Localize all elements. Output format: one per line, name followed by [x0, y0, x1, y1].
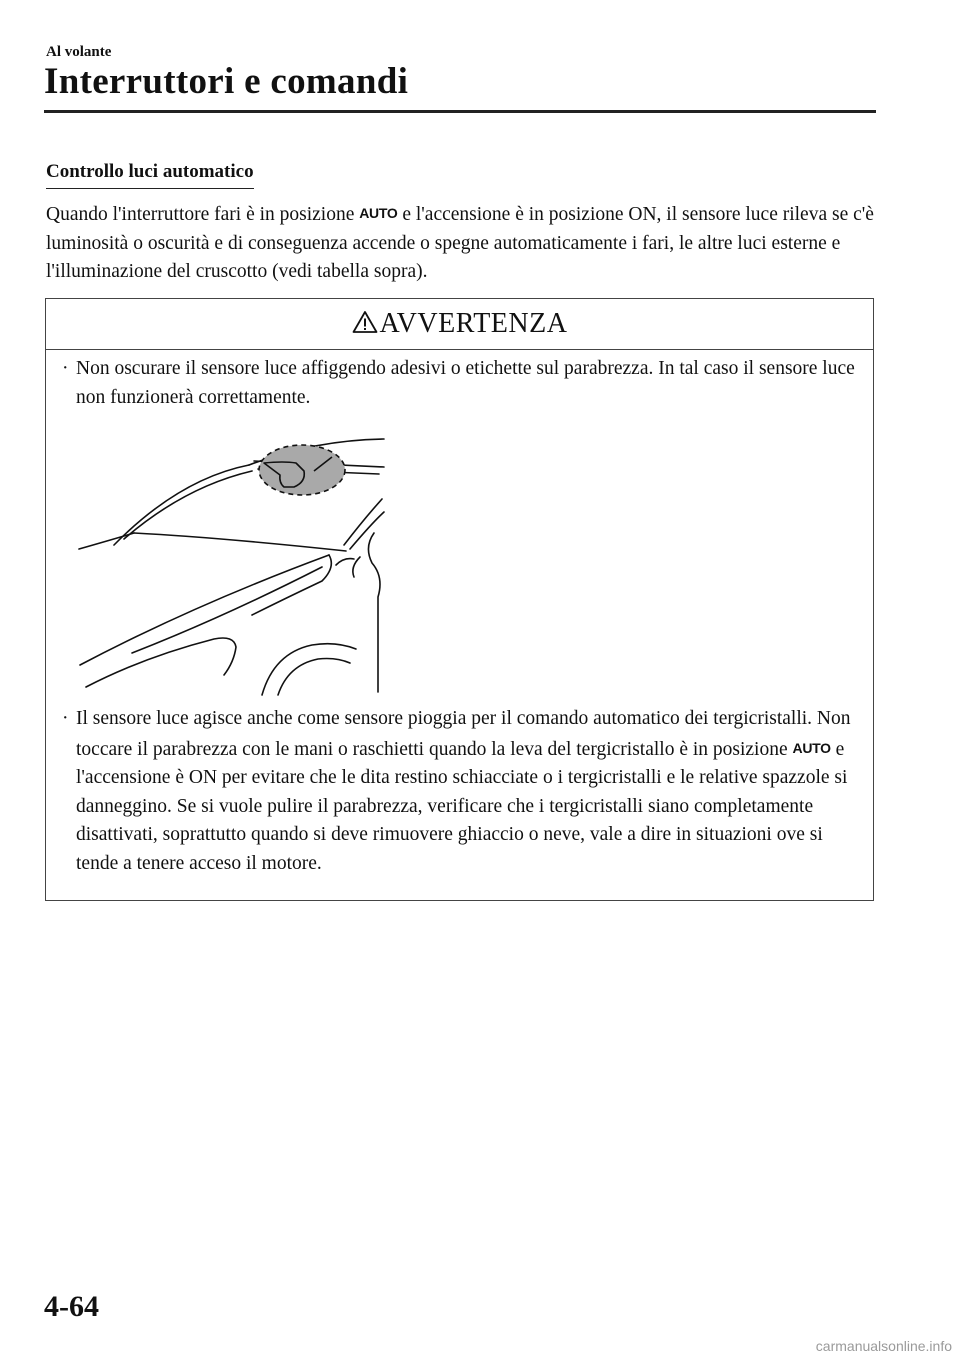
bullet-dot: · — [62, 358, 69, 379]
paragraph-text-start: Quando l'interruttore fari è in posizione — [46, 204, 355, 225]
page-number: 4-64 — [44, 1290, 99, 1323]
auto-position-icon: AUTO — [359, 205, 398, 221]
bullet-dot: · — [62, 708, 69, 729]
watermark: carmanualsonline.info — [815, 1338, 952, 1354]
warning-title: AVVERTENZA — [379, 308, 568, 339]
warning-bullet-2 — [62, 705, 866, 878]
warning-bullet-1-text: Non oscurare il sensore luce affiggendo adesivi o etichette sul parabrezza. In tal caso il sensore luce non funzionerà correttamente. — [76, 358, 855, 408]
warning-header — [46, 299, 873, 350]
windshield-sensor-illustration — [74, 427, 394, 697]
auto-position-icon: AUTO — [792, 739, 831, 756]
warning-bullet-1 — [62, 355, 866, 412]
section-heading-text: Controllo luci automatico — [46, 161, 254, 189]
warning-box — [45, 298, 874, 901]
section-heading — [46, 161, 254, 189]
paragraph-text-end: e l'accensione è in posizione ON, il sensore luce rileva se c'è luminosità o oscurità e di conseguenza accende o spegne automaticamente i fari, le altre luci esterne e l'illuminazione del cruscotto (vedi tabella sopra). — [46, 204, 874, 282]
body-paragraph — [46, 199, 876, 287]
breadcrumb: Al volante — [46, 44, 112, 60]
warning-bullet-2-text-end: e l'accensione è ON per evitare che le dita restino schiacciate o i tergicristalli e le relative spazzole si danneggino. Se si vuole pulire il parabrezza, verificare che i tergicristalli siano completamente disattivati, soprattutto quando si deve rimuovere ghiaccio o neve, vale a dire in situazioni ove si tende a tenere acceso il motore. — [76, 738, 848, 874]
warning-bullet-2-text-start: Il sensore luce agisce anche come sensore pioggia per il comando automatico dei tergicristalli. Non toccare il parabrezza con le mani o raschietti quando la leva del tergicristallo è in posizione — [76, 708, 851, 760]
warning-triangle-icon — [352, 310, 378, 334]
header-rule — [44, 110, 876, 113]
chapter-title: Interruttori e comandi — [44, 61, 409, 102]
